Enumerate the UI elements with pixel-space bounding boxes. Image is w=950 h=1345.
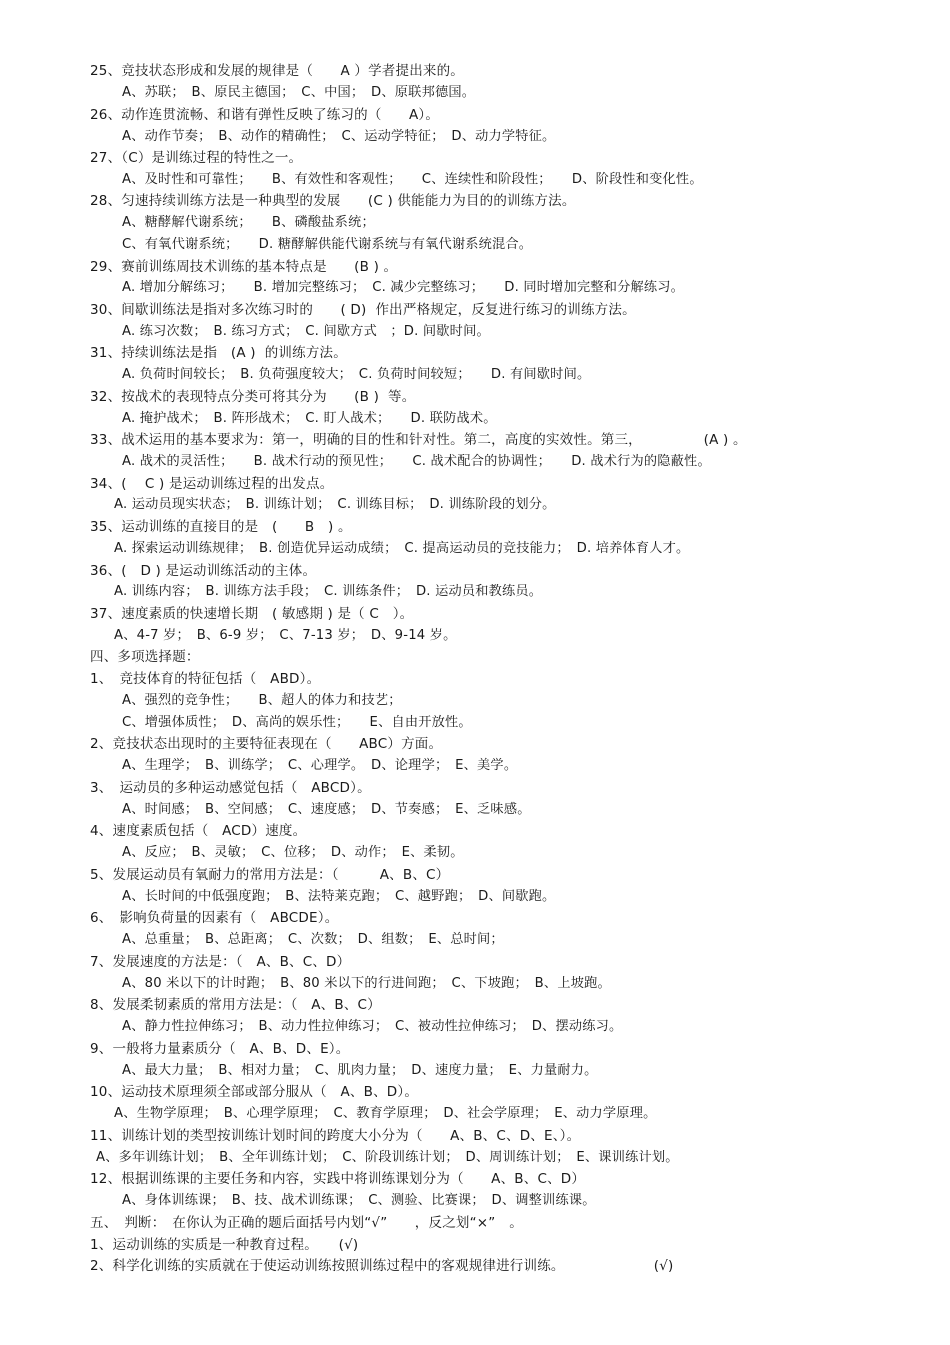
mc-question-5: 5、发展运动员有氧耐力的常用方法是：（ A、B、C） [90,867,450,883]
options-35: A. 探索运动训练规律； B. 创造优异运动成绩； C. 提高运动员的竞技能力； D. 培养体育人才。 [114,541,690,556]
question-28: 28、匀速持续训练方法是一种典型的发展 (C ) 供能能力为目的的训练方法。 [90,193,576,209]
mc-options-1-b: C、增强体质性； D、高尚的娱乐性； E、自由开放性。 [122,715,472,730]
options-37: A、4-7 岁； B、6-9 岁； C、7-13 岁； D、9-14 岁。 [114,628,457,643]
options-27: A、及时性和可靠性； B、有效性和客观性； C、连续性和阶段性； D、阶段性和变化性。 [122,172,703,187]
options-31: A. 负荷时间较长； B. 负荷强度较大； C. 负荷时间较短； D. 有间歇时间。 [122,367,591,382]
mc-question-12: 12、根据训练课的主要任务和内容，实践中将训练课划分为（ A、B、C、D） [90,1171,586,1187]
options-33: A. 战术的灵活性； B. 战术行动的预见性； C. 战术配合的协调性； D. 战术行为的隐蔽性。 [122,454,711,469]
options-28-b: C、有氧代谢系统； D. 糖酵解供能代谢系统与有氧代谢系统混合。 [122,237,533,252]
mc-question-8: 8、发展柔韧素质的常用方法是：（ A、B、C） [90,997,381,1013]
mc-options-12: A、身体训练课； B、技、战术训练课； C、测验、比赛课； D、调整训练课。 [122,1193,596,1208]
options-34: A. 运动员现实状态； B. 训练计划； C. 训练目标； D. 训练阶段的划分。 [114,497,556,512]
question-31: 31、持续训练法是指 (A ) 的训练方法。 [90,345,347,361]
question-32: 32、按战术的表现特点分类可将其分为 (B ) 等。 [90,389,416,405]
mc-question-9: 9、一般将力量素质分（ A、B、D、E）。 [90,1041,350,1057]
mc-options-3: A、时间感； B、空间感； C、速度感； D、节奏感； E、乏味感。 [122,802,531,817]
mc-options-8: A、静力性拉伸练习； B、动力性拉伸练习； C、被动性拉伸练习； D、摆动练习。 [122,1019,623,1034]
mc-question-7: 7、发展速度的方法是：（ A、B、C、D） [90,954,351,970]
mc-question-1: 1、 竞技体育的特征包括（ ABD）。 [90,671,321,687]
mc-options-2: A、生理学； B、训练学； C、心理学。 D、论理学； E、美学。 [122,758,518,773]
options-32: A. 掩护战术； B. 阵形战术； C. 盯人战术； D. 联防战术。 [122,411,497,426]
mc-options-10: A、生物学原理； B、心理学原理； C、教育学原理； D、社会学原理； E、动力学原理。 [114,1106,657,1121]
question-30: 30、间歇训练法是指对多次练习时的 ( D) 作出严格规定，反复进行练习的训练方法。 [90,302,636,318]
options-36: A. 训练内容； B. 训练方法手段； C. 训练条件； D. 运动员和教练员。 [114,584,543,599]
mc-question-2: 2、竞技状态出现时的主要特征表现在（ ABC）方面。 [90,736,443,752]
question-27: 27、（C）是训练过程的特性之一。 [90,150,303,166]
mc-options-5: A、长时间的中低强度跑； B、法特莱克跑； C、越野跑； D、间歇跑。 [122,889,556,904]
options-30: A. 练习次数； B. 练习方式； C. 间歇方式 ；D. 间歇时间。 [122,324,490,339]
mc-options-1-a: A、强烈的竞争性； B、超人的体力和技艺； [122,693,402,708]
question-26: 26、动作连贯流畅、和谐有弹性反映了练习的（ A）。 [90,107,440,123]
judgement-2: 2、科学化训练的实质就在于使运动训练按照训练过程中的客观规律进行训练。 (√) [90,1258,674,1274]
question-29: 29、赛前训练周技术训练的基本特点是 (B ) 。 [90,259,398,275]
section-heading-5: 五、 判断： 在你认为正确的题后面括号内划“√” ，反之划“×” 。 [90,1215,523,1231]
question-35: 35、运动训练的直接目的是 ( B ) 。 [90,519,352,535]
mc-question-6: 6、 影响负荷量的因素有（ ABCDE）。 [90,910,339,926]
question-36: 36、( D ) 是运动训练活动的主体。 [90,563,317,579]
mc-options-9: A、最大力量； B、相对力量； C、肌肉力量； D、速度力量； E、力量耐力。 [122,1063,598,1078]
options-26: A、动作节奏； B、动作的精确性； C、运动学特征； D、动力学特征。 [122,129,556,144]
mc-question-4: 4、速度素质包括（ ACD）速度。 [90,823,307,839]
mc-question-10: 10、运动技术原理须全部或部分服从（ A、B、D）。 [90,1084,419,1100]
question-33: 33、战术运用的基本要求为：第一，明确的目的性和针对性。第二，高度的实效性。第三， (A ) 。 [90,432,747,448]
question-37: 37、速度素质的快速增长期 ( 敏感期 ) 是（ C ）。 [90,606,414,622]
judgement-1: 1、运动训练的实质是一种教育过程。 (√) [90,1237,359,1253]
mc-options-7: A、80 米以下的计时跑； B、80 米以下的行进间跑； C、下坡跑； B、上坡跑。 [122,976,611,991]
mc-options-6: A、总重量； B、总距离； C、次数； D、组数； E、总时间； [122,932,504,947]
options-29: A. 增加分解练习； B. 增加完整练习； C. 减少完整练习； D. 同时增加完整和分解练习。 [122,280,685,295]
question-25: 25、竞技状态形成和发展的规律是（ A ）学者提出来的。 [90,63,465,79]
mc-options-4: A、反应； B、灵敏； C、位移； D、动作； E、柔韧。 [122,845,464,860]
mc-options-11: A、多年训练计划； B、全年训练计划； C、阶段训练计划； D、周训练计划； E、课训练计划。 [96,1150,679,1165]
options-25: A、苏联； B、原民主德国； C、中国； D、原联邦德国。 [122,85,476,100]
question-34: 34、( C ) 是运动训练过程的出发点。 [90,476,334,492]
section-heading-4: 四、多项选择题： [90,649,200,665]
mc-question-3: 3、 运动员的多种运动感觉包括（ ABCD）。 [90,780,371,796]
mc-question-11: 11、训练计划的类型按训练计划时间的跨度大小分为（ A、B、C、D、E、）。 [90,1128,581,1144]
options-28-a: A、糖酵解代谢系统； B、磷酸盐系统； [122,215,375,230]
